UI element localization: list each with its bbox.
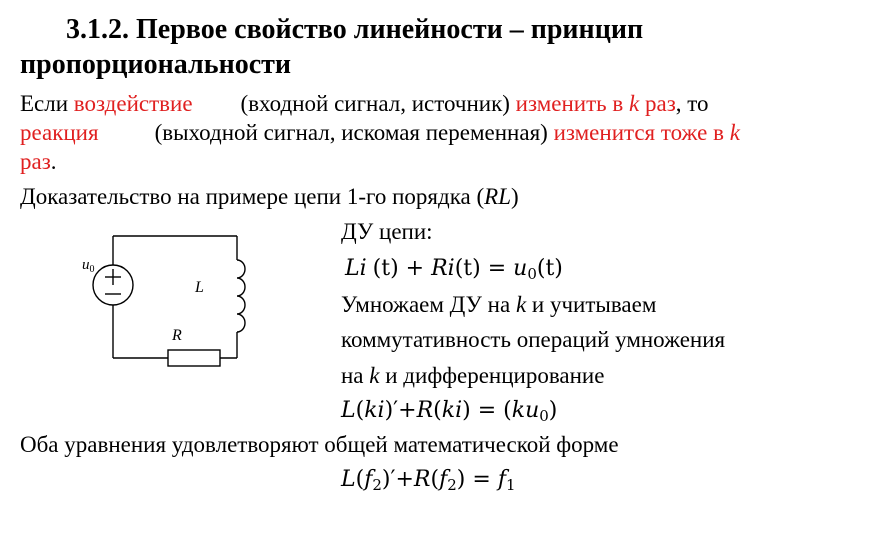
multiply-text: Умножаем ДУ на — [341, 292, 516, 317]
intro-text: . — [50, 149, 57, 174]
eq3-f: f — [497, 467, 506, 492]
eq2-part: ( — [433, 398, 442, 423]
var-rl: RL — [484, 184, 511, 209]
eq3-part: )′+ — [381, 467, 414, 492]
change-phrase-end: раз — [639, 91, 676, 116]
multiply-text: и учитываем — [526, 292, 657, 317]
eq3-sub: 2 — [447, 476, 457, 494]
equation-2 — [341, 397, 557, 425]
section-title: 3.1.2. Первое свойство линейности – принцип — [66, 14, 644, 45]
resistor — [168, 350, 220, 366]
eq3-r: R — [413, 467, 431, 492]
eq3-f: f — [439, 467, 448, 492]
eq1-part: (t) — [536, 256, 563, 281]
intro-text: (входной сигнал, источник) — [240, 91, 516, 116]
intro-line-1 — [20, 90, 709, 118]
change-phrase: изменить в — [515, 91, 630, 116]
change-phrase: изменится тоже в — [553, 120, 730, 145]
proof-text: Доказательство на примере цепи 1-го порядка ( — [20, 184, 485, 209]
eq2-part: ) = ( — [462, 398, 512, 423]
proof-close: ) — [511, 184, 519, 209]
intro-text: Если — [20, 91, 74, 116]
eq3-part: ( — [355, 467, 365, 492]
du-label: ДУ цепи: — [341, 219, 433, 244]
eq2-r: R — [416, 398, 434, 423]
diff-text: на — [341, 363, 370, 388]
rl-circuit-diagram — [60, 222, 260, 372]
eq2-ki: ki — [364, 398, 385, 423]
eq3-part: ( — [430, 467, 440, 492]
var-k: k — [629, 91, 640, 116]
term-times: раз — [20, 149, 51, 174]
eq2-part: ) — [548, 398, 558, 423]
eq2-l: L — [341, 398, 356, 423]
intro-line-2 — [20, 119, 740, 147]
eq3-part: ) = — [456, 467, 498, 492]
eq3-sub: 2 — [372, 476, 382, 494]
multiply-line — [341, 291, 656, 319]
var-k: k — [515, 292, 527, 317]
eq1-part: (t) = — [454, 256, 514, 281]
term-response: реакция — [20, 120, 99, 145]
diff-text: и дифференцирование — [379, 363, 605, 388]
inductor-coil — [237, 260, 245, 332]
var-k: k — [729, 120, 740, 145]
eq1-term-u: u — [513, 256, 528, 281]
eq3-sub: 1 — [505, 476, 516, 494]
eq3-f: f — [364, 467, 373, 492]
equation-3 — [341, 466, 516, 494]
proof-line — [20, 183, 519, 211]
source-label: $u_0$ — [82, 257, 95, 275]
eq2-part: )′+ — [384, 398, 417, 423]
eq2-ku: ku — [511, 398, 540, 423]
intro-text: , то — [675, 91, 709, 116]
inductor-label: L — [195, 279, 204, 296]
eq1-term-ri: Ri — [431, 256, 455, 281]
term-stimulus: воздействие — [73, 91, 193, 116]
var-k: k — [369, 363, 380, 388]
intro-line-3 — [20, 148, 57, 176]
eq2-sub: 0 — [539, 407, 549, 425]
section-title-continued: пропорциональности — [20, 49, 292, 80]
eq1-sub: 0 — [527, 265, 537, 283]
eq1-term-li: Li — [345, 256, 367, 281]
differentiation-line — [341, 362, 604, 390]
equation-1 — [345, 255, 563, 283]
commutativity-line: коммутативность операций умножения — [341, 327, 726, 352]
conclusion-line: Оба уравнения удовлетворяют общей математической форме — [20, 432, 619, 457]
eq1-part: (t) + — [372, 256, 432, 281]
eq2-ki: ki — [441, 398, 463, 423]
eq3-l: L — [341, 467, 356, 492]
intro-text: (выходной сигнал, искомая переменная) — [154, 120, 554, 145]
resistor-label: R — [172, 327, 182, 344]
eq2-part: ( — [355, 398, 365, 423]
